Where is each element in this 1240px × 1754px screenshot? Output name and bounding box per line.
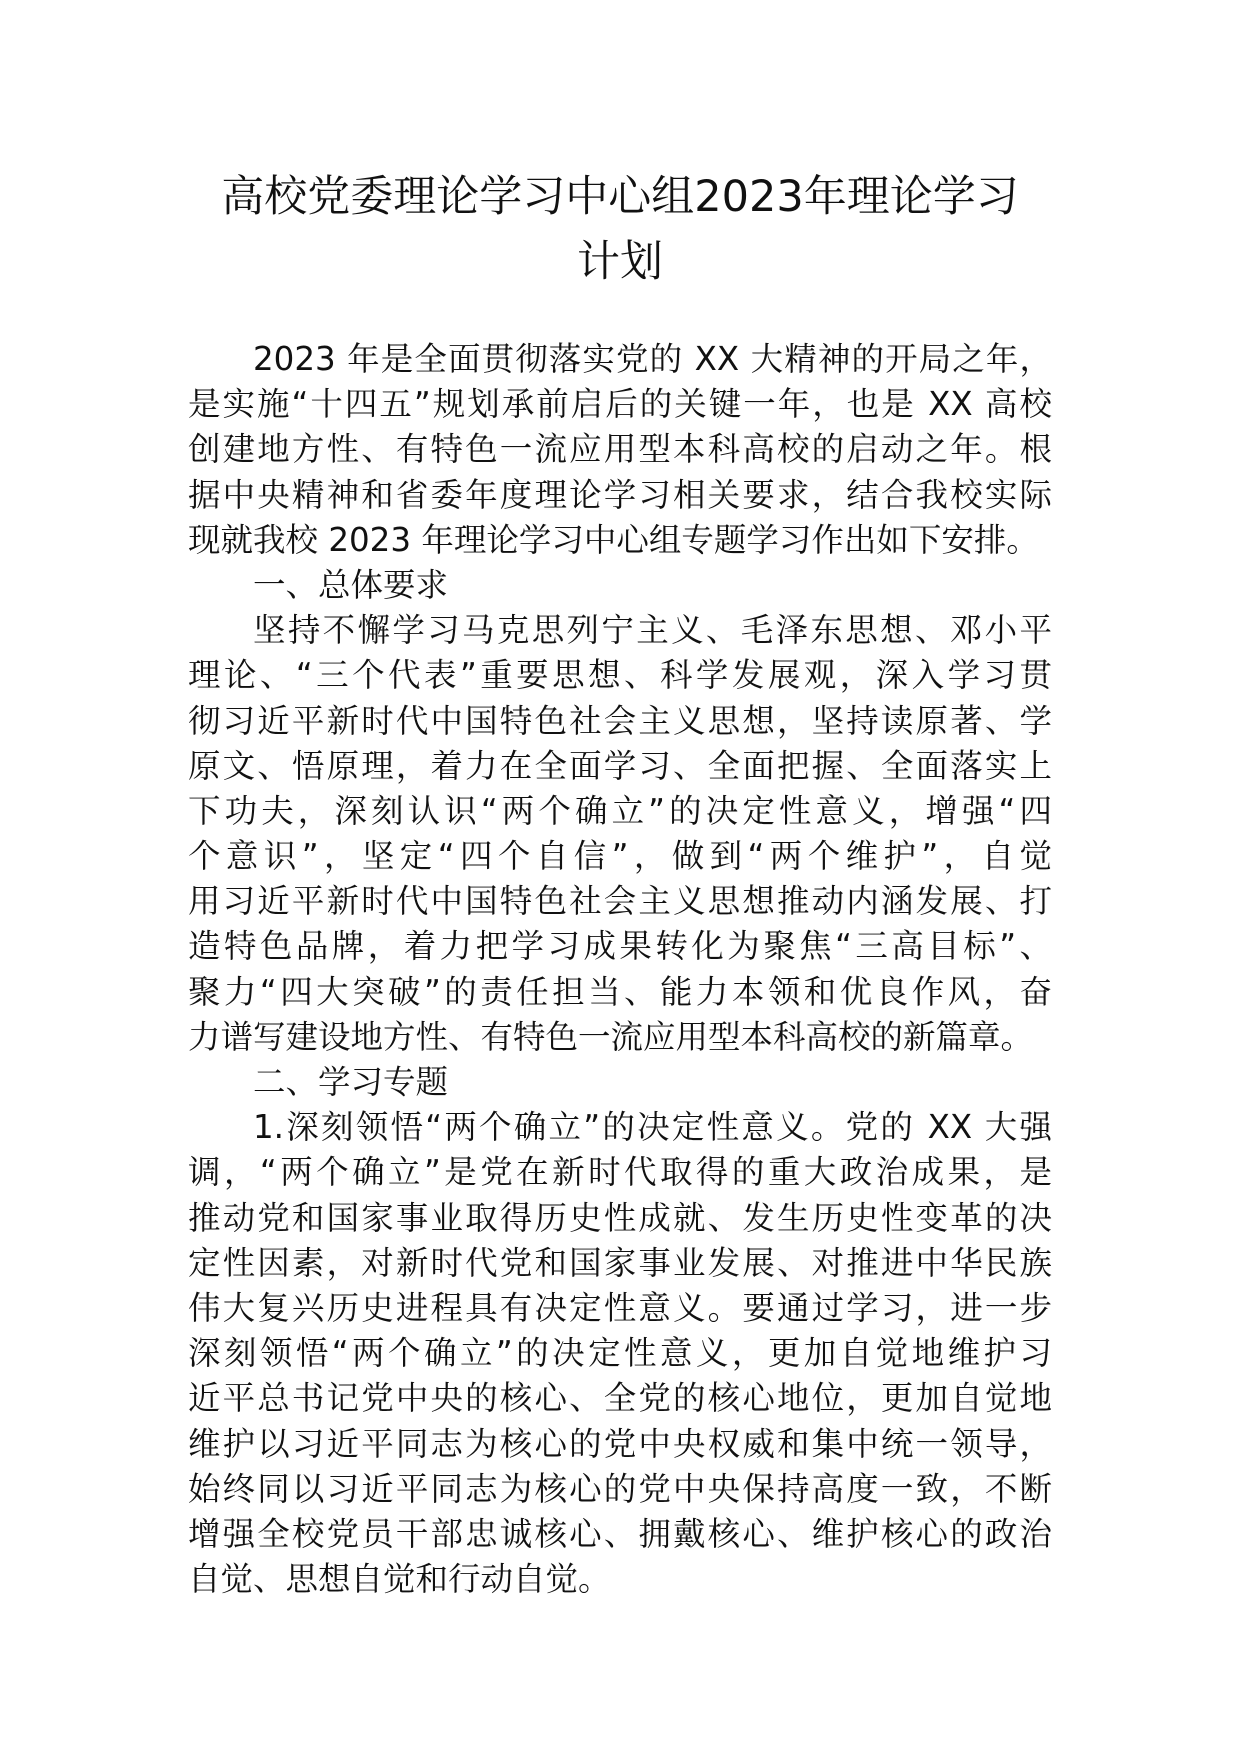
paragraph-line: 2023 年是全面贯彻落实党的 XX 大精神的开局之年， xyxy=(253,340,1052,378)
paragraph-line: 维护以习近平同志为核心的党中央权威和集中统一领导， xyxy=(188,1424,1052,1463)
paragraph-line: 自觉、思想自觉和行动自觉。 xyxy=(188,1560,611,1599)
paragraph-line: 1.深刻领悟“两个确立”的决定性意义。党的 XX 大强 xyxy=(253,1108,1052,1147)
paragraph-line: 原文、悟原理，着力在全面学习、全面把握、全面落实上 xyxy=(188,746,1052,785)
paragraph-line: 据中央精神和省委年度理论学习相关要求，结合我校实际 xyxy=(188,475,1052,514)
document-title-line-2: 计划 xyxy=(577,237,663,287)
paragraph-line: 是实施“十四五”规划承前启后的关键一年，也是 XX 高校 xyxy=(188,385,1052,424)
paragraph-line: 个意识”，坚定“四个自信”，做到“两个维护”，自觉 xyxy=(188,837,1052,876)
paragraph-line: 伟大复兴历史进程具有决定性意义。要通过学习，进一步 xyxy=(188,1288,1052,1327)
paragraph-line: 增强全校党员干部忠诚核心、拥戴核心、维护核心的政治 xyxy=(188,1514,1052,1553)
paragraph-line: 深刻领悟“两个确立”的决定性意义，更加自觉地维护习 xyxy=(188,1334,1052,1373)
paragraph-line: 创建地方性、有特色一流应用型本科高校的启动之年。根 xyxy=(188,430,1052,469)
paragraph-line: 下功夫，深刻认识“两个确立”的决定性意义，增强“四 xyxy=(188,791,1052,830)
paragraph-line: 力谱写建设地方性、有特色一流应用型本科高校的新篇章。 xyxy=(188,1017,1034,1056)
paragraph-line: 彻习近平新时代中国特色社会主义思想，坚持读原著、学 xyxy=(188,701,1052,740)
paragraph-line: 推动党和国家事业取得历史性成就、发生历史性变革的决 xyxy=(188,1198,1052,1237)
document-title-line-1: 高校党委理论学习中心组2023年理论学习 xyxy=(221,172,1019,222)
section-heading: 二、学习专题 xyxy=(253,1063,449,1101)
section-heading: 一、总体要求 xyxy=(253,565,449,604)
document-body xyxy=(188,337,1052,1602)
paragraph-line: 聚力“四大突破”的责任担当、能力本领和优良作风，奋 xyxy=(188,972,1052,1011)
paragraph-line: 造特色品牌，着力把学习成果转化为聚焦“三高目标”、 xyxy=(188,927,1052,966)
paragraph-line: 现就我校 2023 年理论学习中心组专题学习作出如下安排。 xyxy=(188,520,1039,559)
paragraph-line: 始终同以习近平同志为核心的党中央保持高度一致，不断 xyxy=(188,1469,1052,1508)
paragraph-line: 调，“两个确立”是党在新时代取得的重大政治成果，是 xyxy=(188,1153,1052,1192)
paragraph-line: 定性因素，对新时代党和国家事业发展、对推进中华民族 xyxy=(188,1243,1052,1282)
paragraph-line: 近平总书记党中央的核心、全党的核心地位，更加自觉地 xyxy=(188,1379,1052,1418)
paragraph-line: 坚持不懈学习马克思列宁主义、毛泽东思想、邓小平 xyxy=(253,611,1052,650)
paragraph-line: 用习近平新时代中国特色社会主义思想推动内涵发展、打 xyxy=(188,882,1052,921)
paragraph-line: 理论、“三个代表”重要思想、科学发展观，深入学习贯 xyxy=(188,656,1052,695)
